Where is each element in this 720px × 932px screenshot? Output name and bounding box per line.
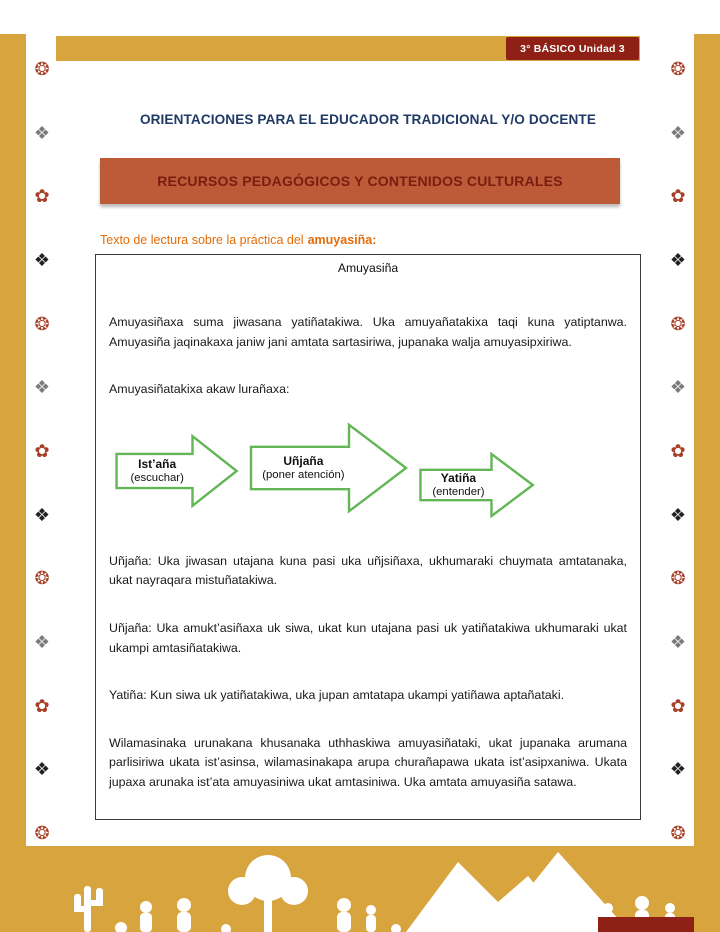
- paragraph-3: Uñjaña: Uka jiwasan utajana kuna pasi uka uñjsiñaxa, ukhumaraki chuymata amtatanaka, ukat nayraqara mistuñatakiwa.: [109, 553, 627, 588]
- paragraph-6: Wilamasinaka urunakana khusanaka uthhaskiwa amuyasiñataki, ukat jupanaka arumana parlisiriwa ukata ist’asinsa, wilamasinakapa arupa churañapawa ukata ist’asipxaniwa. Ukata jupaxa arunaka ist’ata amuyasiniwa ukat amtasiniwa. Uka amtata amuyasiña satawa.: [109, 735, 627, 789]
- right-gold-border: [694, 34, 720, 932]
- ornament-icon: ✿: [670, 695, 686, 716]
- ornament-icon: ✿: [34, 440, 50, 461]
- ornament-icon: ❖: [669, 504, 687, 525]
- arrow-gloss: (entender): [432, 486, 485, 499]
- footer-illustration: [26, 846, 694, 932]
- unit-badge: 3° BÁSICO Unidad 3: [506, 37, 639, 60]
- right-ornament-border: [662, 60, 694, 842]
- reading-box: [95, 254, 641, 820]
- landscape-silhouette-icon: [26, 846, 694, 932]
- process-step-2-label: [249, 422, 358, 514]
- footer-red-badge: [598, 917, 694, 932]
- process-step-1-label: [115, 434, 199, 508]
- ornament-icon: ❖: [669, 377, 687, 398]
- intro-line: [100, 233, 376, 247]
- reading-box-title: Amuyasiña: [337, 261, 399, 275]
- arrow-term: Uñjaña: [283, 454, 324, 469]
- section-banner-label: RECURSOS PEDAGÓGICOS Y CONTENIDOS CULTURALES: [157, 173, 563, 189]
- ornament-icon: ✿: [670, 440, 686, 461]
- ornament-icon: ❖: [33, 377, 51, 398]
- ornament-icon: ✿: [34, 695, 50, 716]
- ornament-icon: ❂: [34, 59, 50, 79]
- left-gold-border: [0, 34, 26, 932]
- ornament-icon: ❖: [669, 631, 687, 652]
- ornament-icon: ❖: [33, 631, 51, 652]
- ornament-icon: ❖: [33, 504, 51, 525]
- process-step-2: [249, 422, 409, 514]
- ornament-icon: ❂: [670, 313, 686, 334]
- section-banner: [100, 158, 620, 204]
- listening-process-diagram: [109, 412, 627, 530]
- intro-text: Texto de lectura sobre la práctica del: [100, 233, 304, 247]
- page-title: ORIENTACIONES PARA EL EDUCADOR TRADICIONAL Y/O DOCENTE: [139, 112, 597, 127]
- ornament-icon: ❂: [34, 822, 50, 843]
- arrow-term: Yatiña: [440, 471, 477, 486]
- ornament-icon: ❖: [669, 249, 687, 270]
- ornament-icon: ❂: [34, 313, 50, 334]
- intro-highlight: amuyasiña:: [307, 233, 377, 247]
- ornament-icon: ✿: [34, 186, 50, 207]
- ornament-icon: ❂: [670, 822, 686, 843]
- paragraph-5: Yatiña: Kun siwa uk yatiñatakiwa, uka jupan amtatapa ukampi yatiñawa aptañataki.: [109, 688, 565, 703]
- ornament-icon: ❖: [33, 122, 51, 143]
- process-step-3-label: [419, 452, 498, 518]
- paragraph-4: Uñjaña: Uka amukt’asiñaxa uk siwa, ukat kun utajana pasi uk yatiñatakiwa ukhumaraki ukat ukampi amtasiñatakiwa.: [109, 620, 627, 655]
- arrow-gloss: (poner atención): [262, 469, 345, 482]
- paragraph-1: Amuyasiñaxa suma jiwasana yatiñatakiwa. Uka amuyañatakixa taqi kuna yatiptanwa. Amuyasiña jaqinakaxa janiw jani amtata sartasiriwa, jupanaka walja amuyasipxiriwa.: [109, 315, 627, 349]
- process-step-1: [115, 434, 239, 508]
- ornament-icon: ❖: [33, 759, 51, 780]
- ornament-icon: ❂: [670, 568, 686, 589]
- arrow-term: Ist’aña: [138, 457, 177, 472]
- ornament-icon: ❖: [669, 122, 687, 143]
- ornament-icon: ❖: [33, 249, 51, 270]
- ornament-icon: ✿: [670, 186, 686, 207]
- process-step-3: [419, 452, 535, 518]
- ornament-icon: ❂: [34, 568, 50, 589]
- left-ornament-border: [26, 60, 58, 842]
- paragraph-2: Amuyasiñatakixa akaw lurañaxa:: [109, 382, 290, 397]
- ornament-icon: ❖: [669, 759, 687, 780]
- ornament-icon: ❂: [670, 59, 686, 79]
- arrow-gloss: (escuchar): [130, 472, 184, 485]
